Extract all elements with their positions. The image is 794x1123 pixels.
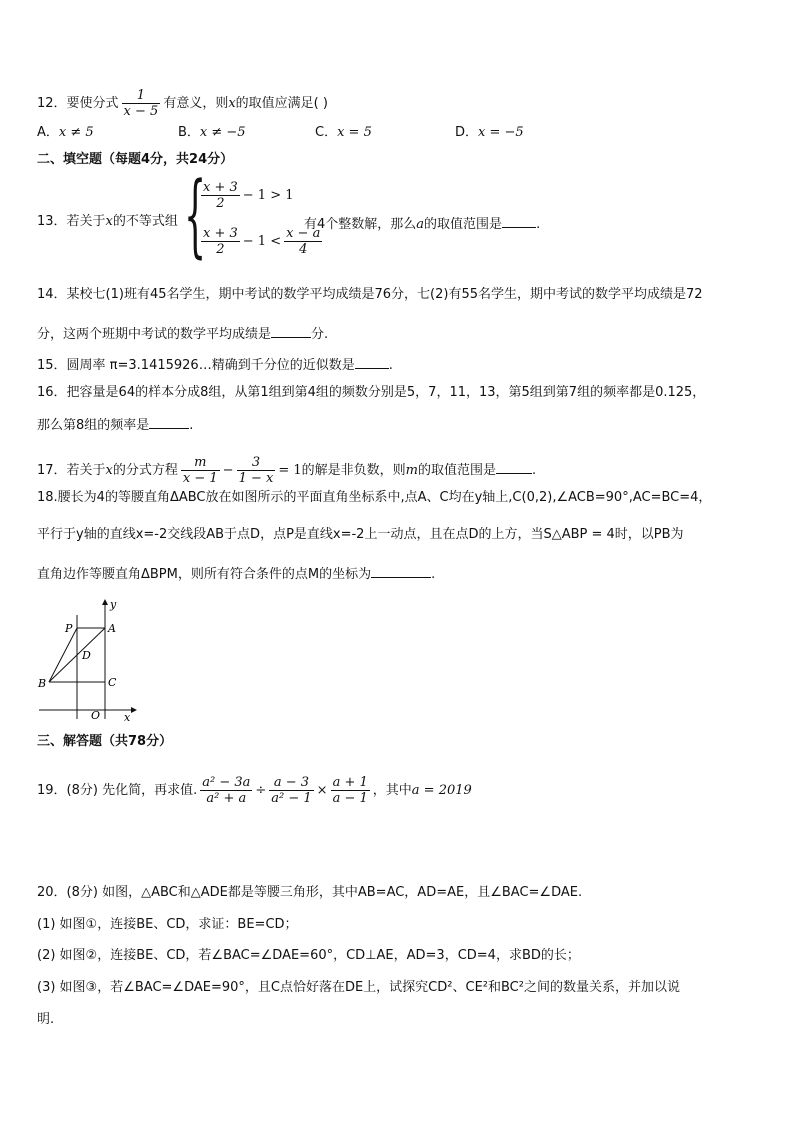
q20-line-5: 明. (37, 1012, 55, 1027)
q14-line-1: 14．某校七(1)班有45名学生，期中考试的数学平均成绩是76分，七(2)有55名学生，期中考试的数学平均成绩是72 (37, 287, 703, 302)
q12-fraction: $\frac{1}{x - 5}$ (123, 88, 159, 119)
label-D: D (82, 649, 91, 662)
q14-line-2: 分，这两个班期中考试的数学平均成绩是 分. (37, 324, 328, 343)
q13-answer-blank[interactable] (502, 214, 536, 228)
q13-inequality-2: $\frac{x + 3}{2}$ − 1 < $\frac{x - a}{4}$ (203, 226, 321, 257)
label-B: B (38, 677, 47, 690)
q12-stem: 12．要使分式 $\frac{1}{x - 5}$ 有意义，则x的取值应满足( ) (37, 88, 328, 119)
q16-answer-blank[interactable] (149, 415, 189, 429)
q20-line-1: 20．(8分) 如图，△ABC和△ADE都是等腰三角形，其中AB=AC，AD=AE，且∠BAC=∠DAE. (37, 885, 583, 900)
q20-line-2: (1) 如图①，连接BE、CD，求证：BE=CD； (37, 917, 298, 932)
q12-option-d: D．x = −5 (455, 125, 524, 140)
q19-stem: 19．(8分) 先化简，再求值. $\frac{\text{a² − 3a}}{\text{a² + a}}$ ÷ $\frac{a - 3}{\text{a² − 1}}$ × $\frac{a + 1}{a - 1}$ ，其中a = 2019 (37, 775, 472, 806)
q16-line-1: 16．把容量是64的样本分成8组，从第1组到第4组的频数分别是5，7，11，13，第5组到第7组的频率都是0.125， (37, 385, 706, 400)
q17-answer-blank[interactable] (496, 460, 532, 474)
label-C: C (108, 676, 117, 689)
label-O: O (91, 709, 101, 722)
q13-system-brace: { (184, 162, 207, 268)
y-axis-arrow (102, 599, 108, 605)
q13-stem-start: 13．若关于x的不等式组 (37, 214, 178, 229)
q12-option-c: C．x = 5 (315, 125, 372, 140)
segment-PB (49, 628, 77, 682)
q15-answer-blank[interactable] (355, 355, 389, 369)
section-3-heading: 三、解答题（共78分） (37, 734, 173, 749)
label-A: A (108, 622, 116, 635)
q18-coordinate-figure (35, 595, 145, 725)
label-P: P (65, 622, 73, 635)
q20-line-4: (3) 如图③，若∠BAC=∠DAE=90°，且C点恰好落在DE上，试探究CD²、CE²和BC²之间的数量关系，并加以说 (37, 980, 680, 995)
label-x: x (124, 711, 131, 724)
q12-prefix: 12．要使分式 (37, 96, 119, 111)
q15-stem: 15．圆周率 π=3.1415926…精确到千分位的近似数是 . (37, 355, 393, 374)
section-2-heading: 二、填空题（每题4分，共24分） (37, 152, 234, 167)
q12-option-b: B．x ≠ −5 (178, 125, 246, 140)
q18-line-3: 直角边作等腰直角ΔBPM，则所有符合条件的点M的坐标为 . (37, 564, 435, 583)
q18-line-2: 平行于y轴的直线x=-2交线段AB于点D，点P是直线x=-2上一动点，且在点D的上方，当S△ABP = 4时，以PB为 (37, 527, 684, 542)
q13-inequality-1: $\frac{x + 3}{2}$ − 1 > 1 (203, 180, 294, 211)
q12-option-a: A．x ≠ 5 (37, 125, 94, 140)
q18-answer-blank[interactable] (371, 564, 431, 578)
q17-stem: 17．若关于x的分式方程 $\frac{m}{x - 1}$ − $\frac{3}{1 - x}$ = 1的解是非负数，则m的取值范围是 . (37, 455, 537, 486)
q16-line-2: 那么第8组的频率是 . (37, 415, 193, 434)
q20-line-3: (2) 如图②，连接BE、CD，若∠BAC=∠DAE=60°，CD⊥AE，AD=3，CD=4，求BD的长； (37, 948, 580, 963)
q13-stem-end: 有4个整数解，那么a的取值范围是 . (304, 214, 540, 233)
q18-line-1: 18.腰长为4的等腰直角ΔABC放在如图所示的平面直角坐标系中,点A、C均在y轴上,C(0,2),∠ACB=90°,AC=BC=4， (37, 490, 712, 505)
x-axis-arrow (131, 707, 137, 713)
label-y: y (110, 598, 117, 611)
q14-answer-blank[interactable] (271, 324, 311, 338)
